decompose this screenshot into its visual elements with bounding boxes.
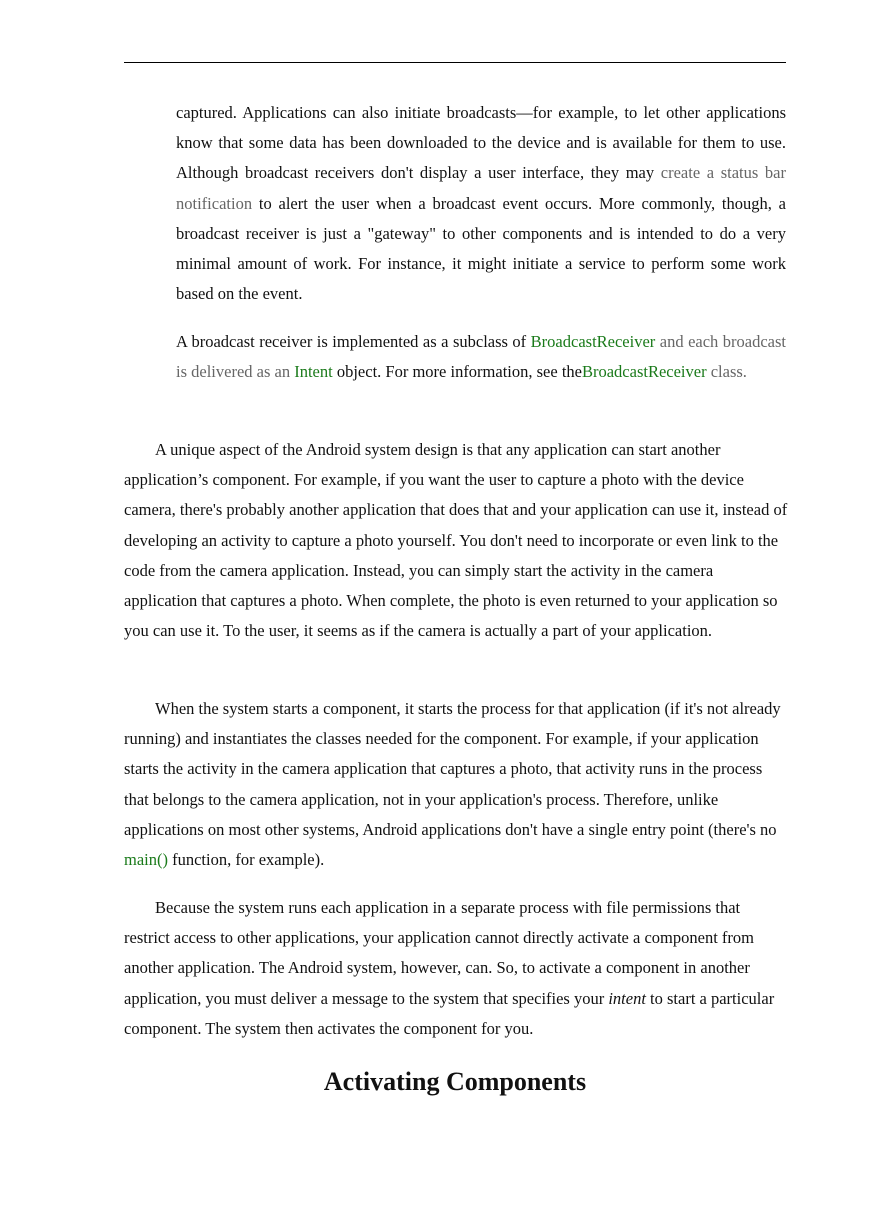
- text-span: to start a particular component. The system then activates the component for you.: [124, 988, 775, 1038]
- broadcastreceiver-link[interactable]: BroadcastReceiver: [530, 332, 656, 351]
- text-span: captured. Applications can also initiate broadcasts—for example, to let other applications know that some data has been downloaded to the device and is available for them to use. Although broadcast receivers don't display a user interface, they may: [176, 103, 786, 183]
- header-rule: [124, 62, 786, 63]
- main-function-link[interactable]: main(): [124, 850, 168, 870]
- broadcast-paragraph-2: [176, 327, 786, 387]
- broadcastreceiver-class-link[interactable]: BroadcastReceiver: [581, 362, 707, 382]
- text-span: object. For more information, see the: [332, 362, 582, 382]
- text-span: When the system starts a component, it starts the process for that application (if it's not already running) and instantiates the classes needed for the component. For example, if your application starts the activity in the camera application that captures a photo, that activity runs in the process that belongs to the camera application, not in your application's process. Therefore, unlike applications on most other systems, Android applications don't have a single entry point (there's no: [124, 699, 781, 839]
- component-paragraph: A unique aspect of the Android system design is that any application can start another application’s component. For example, if you want the user to capture a photo with the device camera, there's probably another application that does that and your application can use it, instead of developing an activity to capture a photo yourself. You don't need to incorporate or even link to the code from the camera application. Instead, you can simply start the activity in the camera application that captures a photo. When complete, the photo is even returned to your application so you can use it. To the user, it seems as if the camera is actually a part of your application.: [124, 440, 788, 641]
- text-span: A broadcast receiver is implemented as a subclass of: [176, 332, 531, 351]
- process-paragraph: [124, 694, 789, 875]
- text-span: class.: [706, 362, 747, 382]
- section-heading: Activating Components: [323, 1067, 587, 1096]
- broadcast-paragraph-1: [176, 98, 786, 309]
- intent-paragraph: [124, 893, 789, 1044]
- intent-emphasis: intent: [608, 988, 646, 1008]
- intent-link[interactable]: Intent: [294, 362, 333, 382]
- text-span: and each broadcast is delivered as an: [176, 332, 786, 382]
- status-bar-notification-link[interactable]: create a status bar notification: [176, 163, 786, 213]
- text-span: to alert the user when a broadcast event occurs. More commonly, though, a broadcast receiver is just a "gateway" to other components and is intended to do a very minimal amount of work. For instance, it might initiate a service to perform some work based on the event.: [176, 193, 786, 304]
- text-span: function, for example).: [167, 850, 325, 870]
- text-span: Because the system runs each application in a separate process with file permissions that restrict access to other applications, your application cannot directly activate a component from another application. The Android system, however, can. So, to activate a component in another application, you must deliver a message to the system that specifies your: [124, 898, 754, 1008]
